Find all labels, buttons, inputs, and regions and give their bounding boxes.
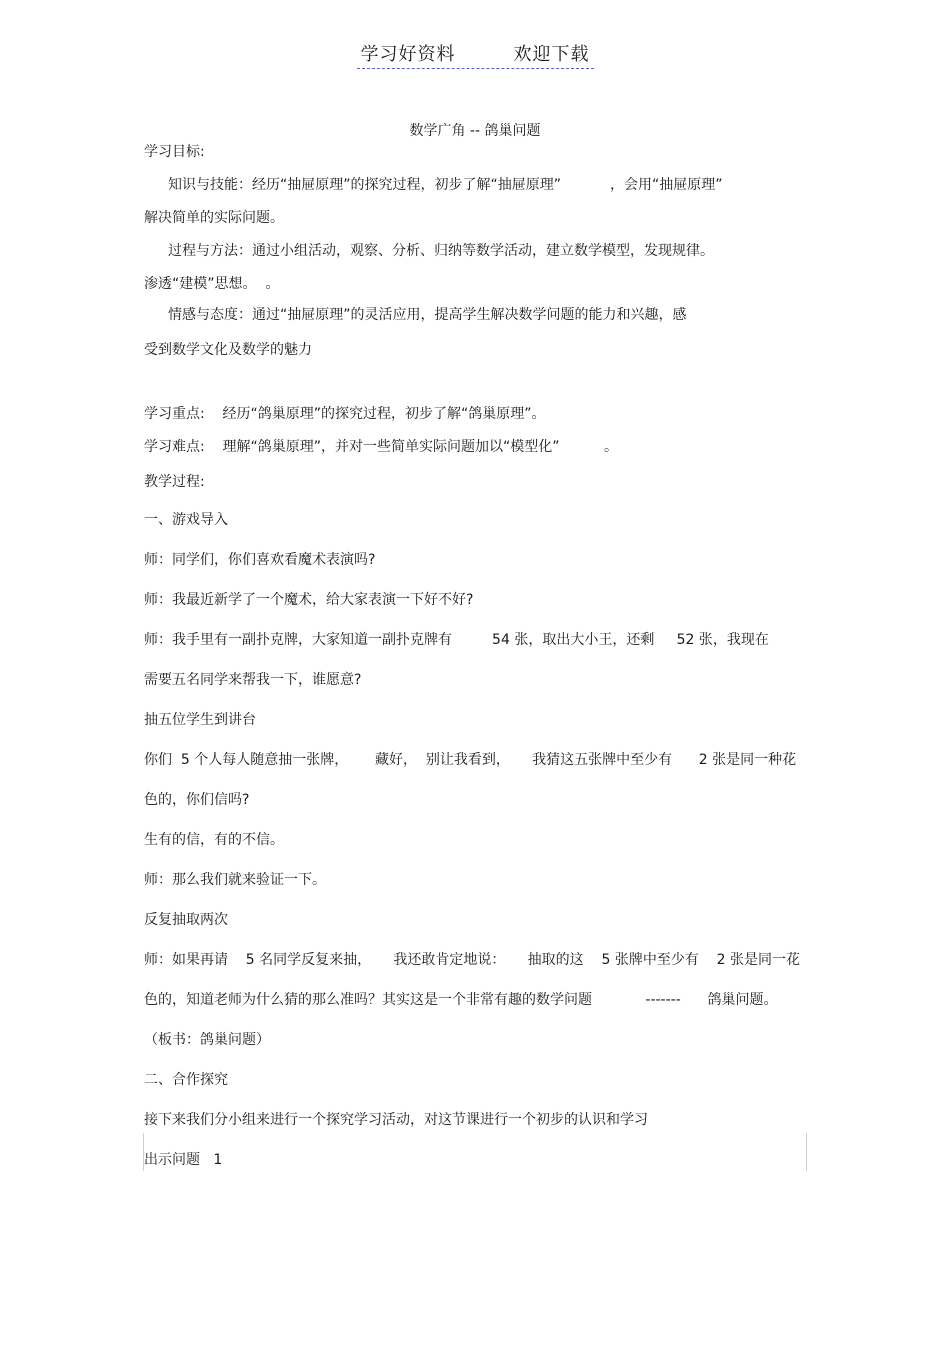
header-right-text: 欢迎下载 (513, 44, 590, 65)
paragraph-line: 色的，你们信吗? (144, 792, 250, 808)
paragraph-line: 抽五位学生到讲台 (144, 712, 256, 728)
paragraph-line: 师：如果再请 5 名同学反复来抽， 我还敢肯定地说： 抽取的这 5 张牌中至少有 2 张是同一花 (144, 952, 800, 968)
section-heading-game-intro: 一、游戏导入 (144, 512, 228, 528)
table-border-right (806, 1133, 807, 1171)
paragraph-line: 师：同学们，你们喜欢看魔术表演吗? (144, 552, 376, 568)
paragraph-line: 需要五名同学来帮我一下，谁愿意? (144, 672, 362, 688)
difficulty-line: 学习难点: 理解“鸽巢原理”，并对一些简单实际问题加以“模型化” 。 (144, 439, 619, 455)
document-title: 数学广角 -- 鸽巢问题 (409, 123, 541, 139)
paragraph-line: 渗透“建模”思想。 。 (144, 276, 280, 292)
paragraph-line: 生有的信，有的不信。 (144, 832, 284, 848)
paragraph-line: 色的，知道老师为什么猜的那么准吗？其实这是一个非常有趣的数学问题 ------- 鸽巢问题。 (144, 992, 778, 1008)
paragraph-line: 知识与技能：经历“抽屉原理”的探究过程，初步了解“抽屉原理” ，会用“抽屉原理” (168, 177, 723, 193)
paragraph-line: 师：我手里有一副扑克牌，大家知道一副扑克牌有 54 张，取出大小王，还剩 52 张，我现在 (144, 632, 769, 648)
key-point-line: 学习重点: 经历“鸽巢原理”的探究过程，初步了解“鸽巢原理”。 (144, 406, 546, 422)
section-heading-objectives: 学习目标: (144, 144, 205, 160)
paragraph-line: 解决简单的实际问题。 (144, 210, 284, 226)
paragraph-line: 反复抽取两次 (144, 912, 228, 928)
paragraph-line: 接下来我们分小组来进行一个探究学习活动，对这节课进行一个初步的认识和学习 (144, 1112, 648, 1128)
paragraph-line: 你们 5 个人每人随意抽一张牌， 藏好， 别让我看到， 我猜这五张牌中至少有 2 张是同一种花 (144, 752, 797, 768)
paragraph-line: 师：我最近新学了一个魔术，给大家表演一下好不好? (144, 592, 474, 608)
table-border-left (143, 1133, 144, 1171)
paragraph-line: 情感与态度：通过“抽屉原理”的灵活应用，提高学生解决数学问题的能力和兴趣，感 (168, 307, 687, 323)
section-heading-process: 教学过程: (144, 474, 205, 490)
paragraph-line: 受到数学文化及数学的魅力 (144, 342, 312, 358)
header-banner (357, 40, 594, 69)
header-left-text: 学习好资料 (360, 44, 456, 65)
section-heading-cooperative-inquiry: 二、合作探究 (144, 1072, 228, 1088)
paragraph-line: （板书：鸽巢问题） (144, 1032, 270, 1048)
page-header (0, 40, 950, 69)
paragraph-line: 师：那么我们就来验证一下。 (144, 872, 326, 888)
paragraph-line: 过程与方法：通过小组活动，观察、分析、归纳等数学活动，建立数学模型，发现规律。 (168, 243, 714, 259)
problem-label: 出示问题 1 (144, 1152, 223, 1168)
